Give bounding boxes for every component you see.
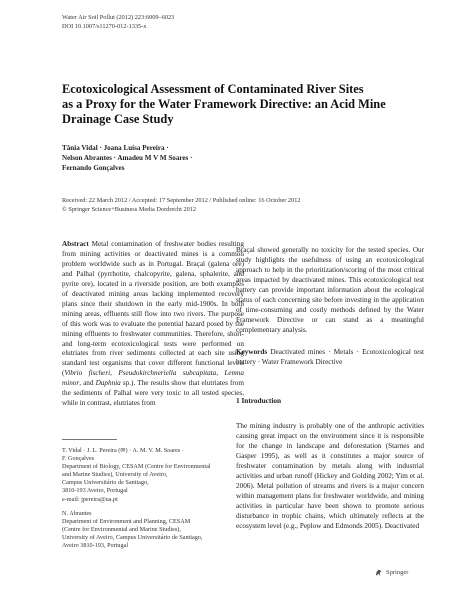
abstract-label: Abstract	[62, 240, 89, 248]
affiliation-line: (Centre for Environmental and Marine Studies),	[62, 525, 181, 533]
affiliation-line: N. Abrantes	[62, 509, 92, 517]
keywords-text: Deactivated mines · Metals · Ecotoxicological test battery · Water Framework Directive	[236, 347, 424, 366]
abstract-species: Vibrio fischeri, Pseudokirchneriella subcapitata, Lemna minor	[62, 369, 244, 388]
right-column	[236, 246, 424, 367]
keywords-label: Keywords	[236, 347, 268, 356]
section-heading-introduction: 1 Introduction	[236, 396, 282, 405]
affiliation-block	[62, 510, 247, 550]
journal-header	[62, 14, 174, 31]
abstract-paragraph	[62, 240, 244, 409]
affiliation-line: 3810-193 Aveiro, Portugal	[62, 487, 128, 495]
abstract-text: sp.). The results show that elutriates from the sediments of Palhal were very toxic to all tested species, while in contrast, elutriates from	[62, 379, 244, 408]
title-line: Ecotoxicological Assessment of Contaminated River Sites	[62, 82, 364, 96]
affiliation-line: and Marine Studies), University of Aveiro,	[62, 471, 168, 479]
affiliation-line: University of Aveiro, Campus Universitário de Santiago,	[62, 533, 203, 541]
abstract-column	[62, 240, 244, 409]
abstract-continued: Braçal showed generally no toxicity for the tested species. Our study highlights the usefulness of using an ecotoxicological approach to help in the prioritization/scoring of the most critical areas impacted by deactivated mines. This ecotoxicological test battery can provide important information about the ecological status of each concerning site before investing in the application of time-consuming and costly methods defined by the Water Framework Directive or can stand as a meaningful complementary analysis.	[236, 246, 424, 334]
abstract-species: Daphnia	[95, 379, 121, 388]
abstract-text: Metal contamination of freshwater bodies resulting from mining activities or deactivated mines is a common problem worldwide such as in Portugal. Braçal (galena ore) and Palhal (pyrrhotite, chalcopyrite, galena, sphalerite, and pyrite ore), located in a riverside position, are both examples of deactivated mining areas lacking implemented recovery plans since their shutdown in the early mid-1900s. In both mining areas, effluents still flow into two rivers. The purpose of this work was to evaluate the potential hazard posed by the mining effluents to freshwater communities. Therefore, short- and long-term ecotoxicological tests were performed on elutriates from river sediments collected at each site using standard test organisms that cover different functional levels (	[62, 240, 244, 378]
publisher-mark	[374, 568, 408, 577]
footnote-divider	[62, 439, 117, 440]
affiliation-block	[62, 447, 247, 504]
authors-line: Nelson Abrantes · Amadeu M V M Soares ·	[62, 153, 193, 162]
affiliation-line: Department of Biology, CESAM (Centre for Environmental	[62, 463, 211, 471]
journal-citation: Water Air Soil Pollut (2012) 223:6009–6023	[62, 14, 175, 21]
affiliation-line: Department of Environment and Planning, CESAM	[62, 517, 191, 525]
springer-horse-logo-icon	[374, 568, 383, 577]
dates-line: Received: 22 March 2012 / Accepted: 17 September 2012 / Published online: 16 October 2012	[62, 197, 301, 204]
affiliation-line: F. Gonçalves	[62, 455, 95, 463]
article-dates	[62, 197, 422, 214]
author-list	[62, 144, 192, 173]
introduction-text: The mining industry is probably one of the anthropic activities causing great impact on the environment since it is responsible for the change in landscape and deforestation (Starnes and Gasper 1995), as well as it constitutes a major source of freshwater contamination by metals along with industrial activities and urban runoff (Hickey and Golding 2002; Yim et al. 2006). Metal pollution of streams and rivers is a major concern within management plans for freshwater worldwide, and mining activities in particular have been shown to promote serious disturbance in trophic chains, which ultimately reflects at the ecosystem level (e.g., Peplow and Edmonds 2005). Deactivated	[236, 422, 424, 530]
copyright-line: © Springer Science+Business Media Dordrecht 2012	[62, 205, 197, 213]
publisher-name: Springer	[386, 569, 409, 576]
title-line: Drainage Case Study	[62, 112, 174, 127]
abstract-text: , and	[79, 379, 96, 388]
journal-doi: DOI 10.1007/s11270-012-1335-x	[62, 22, 147, 30]
affiliation-line: Campus Universitário de Santiago,	[62, 479, 149, 487]
keywords-paragraph	[236, 348, 424, 368]
affiliation-line: Aveiro 3810-193, Portugal	[62, 542, 129, 550]
affiliation-line: T. Vidal · J. L. Pereira (✉) · A. M. V. M. Soares ·	[62, 447, 184, 454]
authors-line: Tânia Vidal · Joana Luísa Pereira ·	[62, 144, 169, 152]
article-title	[62, 82, 422, 128]
title-line: as a Proxy for the Water Framework Directive: an Acid Mine	[62, 97, 386, 112]
email-link[interactable]: e-mail: jpereira@ua.pt	[62, 495, 118, 503]
authors-line: Fernando Gonçalves	[62, 163, 125, 172]
affiliations	[62, 447, 247, 556]
